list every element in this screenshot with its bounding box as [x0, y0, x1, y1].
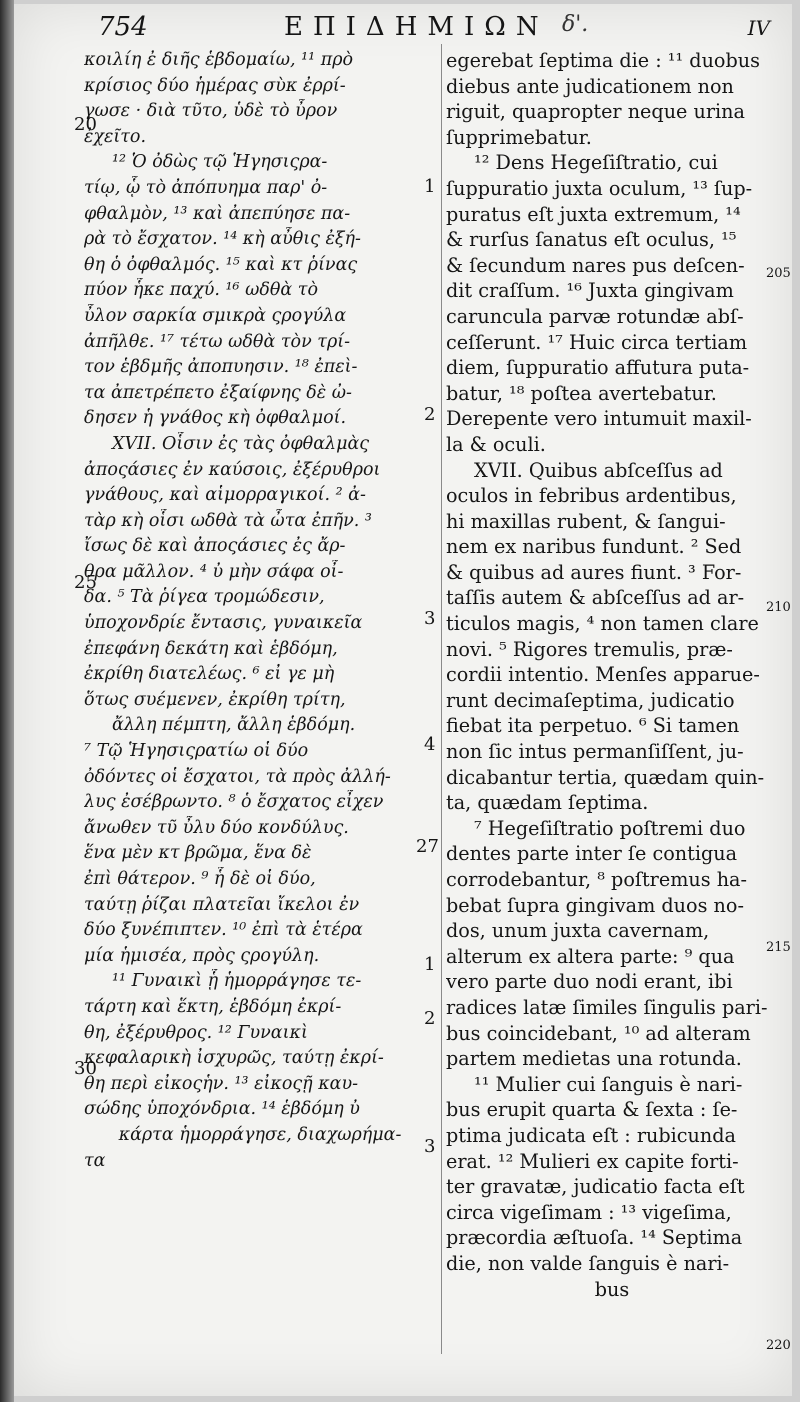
text-line: ὖλον σαρκία σμικρὰ ςρογύλα — [84, 305, 347, 326]
text-line: δύο ξυνέπιπτεν. ¹⁰ ἐπὶ τὰ ἑτέρα — [84, 920, 363, 941]
margin-line-number: 30 — [74, 1058, 97, 1079]
text-line: egerebat ſeptima die : ¹¹ duobus — [446, 49, 760, 72]
text-line: τίῳ, ᾧ τὸ ἀπόπυημα παρ' ὀ- — [84, 177, 328, 198]
text-line: ter gravatæ, judicatio facta eſt — [446, 1175, 745, 1199]
text-line: ἕνα μὲν κτ βρῶμα, ἕνα δὲ — [84, 843, 312, 864]
text-line: κάρτα ἡμορράγησε, διαχωρήμα- — [118, 1124, 402, 1145]
text-line: & quibus ad aures fiunt. ³ For- — [446, 560, 742, 584]
margin-line-number: 205 — [766, 266, 791, 281]
text-line: fiebat ita perpetuo. ⁶ Si tamen — [446, 714, 740, 738]
margin-line-number: 3 — [424, 608, 436, 629]
text-line: ptima judicata eſt : rubicunda — [446, 1123, 736, 1147]
page-number: 754 — [98, 12, 148, 42]
text-line: μία ἡμισέα, πρὸς ςρογύλη. — [84, 945, 320, 966]
text-line: φθαλμὸν, ¹³ καὶ ἀπεπύησε πα- — [84, 203, 351, 224]
text-line: bebat ſupra gingivam duos no- — [446, 893, 744, 917]
text-line: XVII. Quibus abſceſſus ad — [474, 458, 723, 482]
text-line: runt decimaſeptima, judicatio — [446, 688, 735, 712]
latin-column — [446, 48, 778, 1302]
text-line: puratus eſt juxta extremum, ¹⁴ — [446, 202, 741, 226]
book-gutter — [0, 0, 14, 1402]
text-line: ſupprimebatur. — [446, 125, 592, 149]
text-line: ἀπῆλθε. ¹⁷ τέτω ωδθὰ τὸν τρί- — [84, 331, 351, 352]
text-line: κοιλίη ἐ διῆς ἑβδομαίω, ¹¹ πρὸ — [84, 50, 354, 70]
text-line: θη ὁ ὀφθαλμός. ¹⁵ καὶ κτ ῥίνας — [84, 254, 358, 275]
text-line: ceſſerunt. ¹⁷ Huic circa tertiam — [446, 330, 748, 354]
text-line: taſſis autem & abſceſſus ad ar- — [446, 586, 745, 610]
text-line: τὰρ κὴ οἷσι ωδθὰ τὰ ὦτα ἐπῆν. ³ — [84, 510, 372, 531]
text-line: XVII. Οἷσιν ἐς τὰς ὀφθαλμὰς — [112, 433, 370, 454]
text-line: ⁷ Hegeſiſtratio poſtremi duo — [474, 816, 746, 840]
greek-column — [84, 48, 436, 1174]
text-line: ἐκρίθη διατελέως. ⁶ εἰ γε μὴ — [84, 664, 335, 685]
text-line: ἴσως δὲ καὶ ἀποςάσιες ἐς ἄρ- — [84, 536, 346, 557]
margin-line-number: 220 — [766, 1338, 791, 1353]
text-line: batur, ¹⁸ poſtea avertebatur. — [446, 381, 717, 405]
page-header — [14, 10, 792, 50]
text-line: ⁷ Τῷ Ἡγησιςρατίω οἱ δύο — [84, 741, 309, 762]
signature-mark: IV — [747, 16, 770, 40]
margin-line-number: 2 — [424, 1008, 436, 1029]
text-line: ὅτως συέμενεν, ἐκρίθη τρίτη, — [84, 689, 346, 710]
handwritten-mark: δ'. — [562, 12, 589, 37]
column-divider — [441, 44, 442, 1354]
text-line: γνάθους, καὶ αἱμορραγικοί. ² ἀ- — [84, 485, 366, 506]
text-line: γωσε · διὰ τῦτο, ὑδὲ τὸ ὖρον — [84, 101, 338, 122]
text-line: la & oculi. — [446, 432, 546, 456]
text-line: diem, ſuppuratio affutura puta- — [446, 356, 750, 380]
text-line: ta, quædam ſeptima. — [446, 791, 649, 815]
text-line: ἄνωθεν τῦ ὖλυ δύο κονδύλυς. — [84, 817, 349, 838]
text-line: τα ἀπετρέπετο ἐξαίφνης δὲ ὠ- — [84, 382, 352, 403]
margin-line-number: 210 — [766, 600, 791, 615]
text-line: ¹² Ὁ ὀδὼς τῷ Ἡγησιςρα- — [112, 152, 328, 173]
text-line: λυς ἐσέβρωντο. ⁸ ὁ ἔσχατος εἶχεν — [84, 792, 384, 813]
margin-line-number: 215 — [766, 940, 791, 955]
text-line: erat. ¹² Mulieri ex capite forti- — [446, 1149, 739, 1173]
text-line: θη, ἐξέρυθρος. ¹² Γυναικὶ — [84, 1022, 308, 1043]
text-line: θρα μᾶλλον. ⁴ ὐ μὴν σάφα οἶ- — [84, 561, 344, 582]
text-line: corrodebantur, ⁸ poſtremus ha- — [446, 868, 747, 891]
text-line: alterum ex altera parte: ⁹ qua — [446, 944, 735, 968]
text-line: ticulos magis, ⁴ non tamen clare — [446, 612, 759, 636]
text-line: dit craſſum. ¹⁶ Juxta gingivam — [446, 279, 734, 303]
text-line: τάρτη καὶ ἕκτη, ἑβδόμη ἐκρί- — [84, 996, 342, 1017]
text-line: vero parte duo nodi erant, ibi — [446, 970, 733, 994]
text-line: bus — [594, 1277, 630, 1301]
text-line: caruncula parvæ rotundæ abſ- — [446, 304, 744, 328]
text-line: ¹² Dens Hegeſiſtratio, cui — [474, 151, 718, 175]
text-line: θη περὶ εἰκοςἡν. ¹³ εἰκοςῇ καυ- — [84, 1073, 359, 1094]
text-line: δησεν ἡ γνάθος κὴ ὀφθαλμοί. — [84, 408, 347, 429]
text-line: partem medietas una rotunda. — [446, 1047, 742, 1071]
margin-line-number: 27 — [416, 836, 439, 857]
margin-line-number: 1 — [424, 954, 436, 975]
text-line: die, non valde ſanguis è nari- — [446, 1251, 730, 1275]
text-line: ἄλλη πέμπτη, ἄλλη ἑβδόμη. — [112, 715, 356, 736]
text-line: nem ex naribus fundunt. ² Sed — [446, 535, 742, 559]
text-line: diebus ante judicationem non — [446, 74, 734, 98]
text-line: oculos in febribus ardentibus, — [446, 484, 737, 508]
text-line: circa vigeſimam : ¹³ vigeſima, — [446, 1200, 732, 1224]
margin-line-number: 4 — [424, 734, 436, 755]
text-line: ἀποςάσιες ἐν καύσοις, ἐξέρυθροι — [84, 459, 381, 480]
text-line: ¹¹ Mulier cui ſanguis è nari- — [474, 1072, 743, 1096]
text-line: bus erupit quarta & ſexta : ſe- — [446, 1098, 738, 1122]
text-line: cordii intentio. Menſes apparue- — [446, 663, 760, 687]
text-line: radices latæ ſimiles ſingulis pari- — [446, 995, 768, 1019]
text-line: dicabantur tertia, quædam quin- — [446, 765, 765, 789]
text-line: δα. ⁵ Τὰ ῥίγεα τρομώδεσιν, — [84, 587, 325, 608]
text-line: ſuppuratio juxta oculum, ¹³ ſup- — [446, 176, 753, 200]
text-line: τον ἑβδμῆς ἀποπυησιν. ¹⁸ ἐπεὶ- — [84, 357, 358, 378]
text-line: novi. ⁵ Rigores tremulis, præ- — [446, 637, 733, 661]
text-line: τα — [84, 1150, 106, 1171]
text-line: Derepente vero intumuit maxil- — [446, 407, 752, 431]
running-title: ΕΠΙΔΗΜΙΩΝ — [284, 12, 549, 42]
text-line: & ſecundum nares pus deſcen- — [446, 253, 745, 277]
margin-line-number: 3 — [424, 1136, 436, 1157]
text-line: κεφαλαρικὴ ἰσχυρῶς, ταύτῃ ἐκρί- — [84, 1048, 384, 1069]
margin-line-number: 2 — [424, 404, 436, 425]
margin-line-number: 1 — [424, 176, 436, 197]
text-line: præcordia æſtuoſa. ¹⁴ Septima — [446, 1226, 743, 1250]
text-line: dentes parte inter ſe contigua — [446, 842, 738, 866]
text-line: riguit, quapropter neque urina — [446, 100, 745, 124]
text-line: πύον ἧκε παχύ. ¹⁶ ωδθὰ τὸ — [84, 280, 319, 301]
text-line: & rurſus ſanatus eſt oculus, ¹⁵ — [446, 228, 737, 252]
text-line: ὑποχονδρίε ἔντασις, γυναικεῖα — [84, 613, 363, 634]
text-line: bus coincidebant, ¹⁰ ad alteram — [446, 1021, 751, 1045]
text-line: hi maxillas rubent, & ſangui- — [446, 509, 726, 533]
text-line: ρὰ τὸ ἔσχατον. ¹⁴ κὴ αὖθις ἐξή- — [84, 229, 361, 250]
text-line: ὀδόντες οἱ ἔσχατοι, τὰ πρὸς ἀλλή- — [84, 766, 391, 787]
text-line: non ſic intus permanſiſſent, ju- — [446, 740, 744, 764]
book-page — [14, 4, 792, 1396]
text-line: ἐχεῖτο. — [84, 126, 147, 147]
text-line: ταύτῃ ῥίζαι πλατεῖαι ἴκελοι ἐν — [84, 894, 360, 915]
text-line: ἐπεφάνη δεκάτη καὶ ἑβδόμη, — [84, 638, 338, 659]
margin-line-number: 20 — [74, 114, 97, 135]
text-line: σώδης ὑποχόνδρια. ¹⁴ ἑβδόμη ὐ — [84, 1099, 360, 1120]
text-line: ¹¹ Γυναικὶ ᾗ ἡμορράγησε τε- — [112, 971, 362, 992]
margin-line-number: 25 — [74, 572, 97, 593]
text-line: dos, unum juxta cavernam, — [446, 919, 710, 943]
text-line: κρίσιος δύο ἡμέρας σὺκ ἐρρί- — [84, 75, 346, 96]
text-line: ἐπὶ θάτερον. ⁹ ἧ δὲ οἱ δύο, — [84, 869, 316, 889]
